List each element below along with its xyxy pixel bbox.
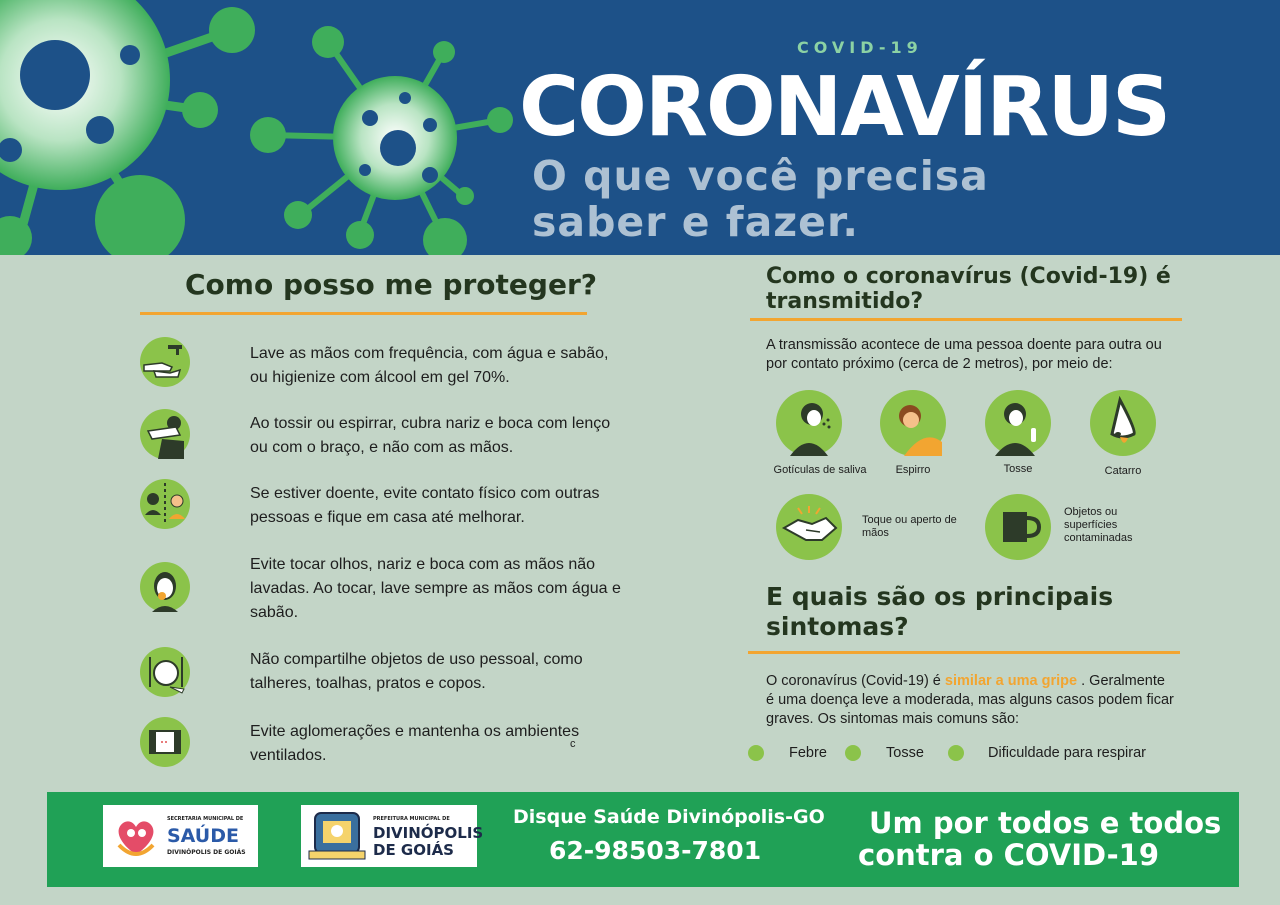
transmission-divider — [750, 318, 1182, 321]
symptom-bullet-icon — [748, 745, 764, 761]
saude-logo-main: SAÚDE — [167, 825, 239, 847]
transmission-description: A transmissão acontece de uma pessoa doente para outra ou por contato próximo (cerca de 2 metros), por meio de: — [766, 337, 1162, 372]
saliva-droplets-icon — [776, 390, 842, 456]
disque-saude-phone: 62-98503-7801 — [549, 836, 762, 865]
footer-banner — [47, 792, 1239, 887]
prefeitura-logo-top: PREFEITURA MUNICIPAL DE — [373, 816, 450, 822]
ventilation-icon — [140, 717, 190, 767]
handshake-icon — [776, 494, 842, 560]
mug-icon — [985, 494, 1051, 560]
symptoms-description — [766, 672, 1176, 729]
symptom-bullet-icon — [845, 745, 861, 761]
symptom-cough: Tosse — [886, 745, 924, 761]
disque-saude-title: Disque Saúde Divinópolis-GO — [513, 806, 825, 828]
symptom-fever: Febre — [789, 745, 827, 761]
page-title: CORONAVÍRUS — [519, 60, 1170, 155]
mode-label-mucus: Catarro — [1104, 465, 1142, 477]
saude-logo — [103, 805, 258, 867]
header-banner — [0, 0, 1280, 255]
saude-logo-bottom: DIVINÓPOLIS DE GOIÁS — [167, 849, 246, 856]
mode-label-sneeze: Espirro — [895, 464, 931, 476]
prefeitura-logo-sub: DE GOIÁS — [373, 841, 454, 859]
handwashing-icon — [140, 337, 190, 387]
transmission-heading: Como o coronavírus (Covid-19) é transmitido? — [766, 264, 1171, 314]
distance-icon — [140, 479, 190, 529]
protection-tip-4: Evite tocar olhos, nariz e boca com as mãos não lavadas. Ao tocar, lave sempre as mãos com água e sabão. — [250, 556, 621, 621]
protection-heading: Como posso me proteger? — [185, 268, 598, 301]
prefeitura-logo — [301, 805, 484, 867]
virus-illustration — [0, 0, 520, 255]
heart-family-icon — [111, 811, 161, 861]
subtitle-line-1: O que você precisa — [532, 152, 989, 200]
municipal-seal-icon — [307, 809, 367, 863]
symptoms-highlight: similar a uma gripe — [944, 673, 1078, 689]
cutlery-icon — [140, 647, 190, 697]
covid-tag: COVID-19 — [797, 38, 923, 57]
sneeze-icon — [880, 390, 946, 456]
prefeitura-logo-main: DIVINÓPOLIS — [373, 824, 484, 842]
slogan-line-2: contra o COVID-19 — [858, 838, 1160, 872]
protection-tip-2: Ao tossir ou espirrar, cubra nariz e boca com lenço ou com o braço, e não com as mãos. — [250, 415, 611, 456]
protection-divider — [140, 312, 587, 315]
mode-label-handshake: Toque ou aperto de mãos — [862, 514, 957, 539]
cough-icon — [985, 390, 1051, 456]
slogan-line-1: Um por todos e todos — [869, 806, 1222, 840]
symptoms-divider — [748, 651, 1180, 654]
mode-label-saliva: Gotículas de saliva — [773, 464, 867, 476]
symptom-breathing: Dificuldade para respirar — [988, 745, 1146, 761]
symptoms-desc-end: . Geralmente é uma doença leve a moderada, mas alguns casos podem ficar graves. Os sintomas mais comuns são: — [766, 673, 1174, 727]
face-touch-icon — [140, 562, 190, 612]
protection-tip-6: Evite aglomerações e mantenha os ambientes ventilados. — [250, 723, 580, 764]
cough-elbow-icon — [140, 409, 190, 459]
saude-logo-top: SECRETARIA MUNICIPAL DE — [167, 816, 244, 822]
protection-tip-3: Se estiver doente, evite contato físico com outras pessoas e fique em casa até melhorar. — [250, 485, 600, 526]
protection-tip-1: Lave as mãos com frequência, com água e sabão, ou higienize com álcool em gel 70%. — [250, 345, 609, 386]
protection-tip-5: Não compartilhe objetos de uso pessoal, como talheres, toalhas, pratos e copos. — [250, 651, 583, 692]
nose-mucus-icon — [1090, 390, 1156, 456]
symptoms-heading: E quais são os principais sintomas? — [766, 582, 1114, 641]
symptoms-desc-start: O coronavírus (Covid-19) é — [766, 673, 945, 689]
mode-label-cough: Tosse — [1003, 463, 1033, 475]
stray-mark: c — [570, 738, 576, 750]
symptom-bullet-icon — [948, 745, 964, 761]
mode-label-objects: Objetos ou superfícies contaminadas — [1064, 506, 1133, 544]
subtitle-line-2: saber e fazer. — [532, 198, 859, 246]
